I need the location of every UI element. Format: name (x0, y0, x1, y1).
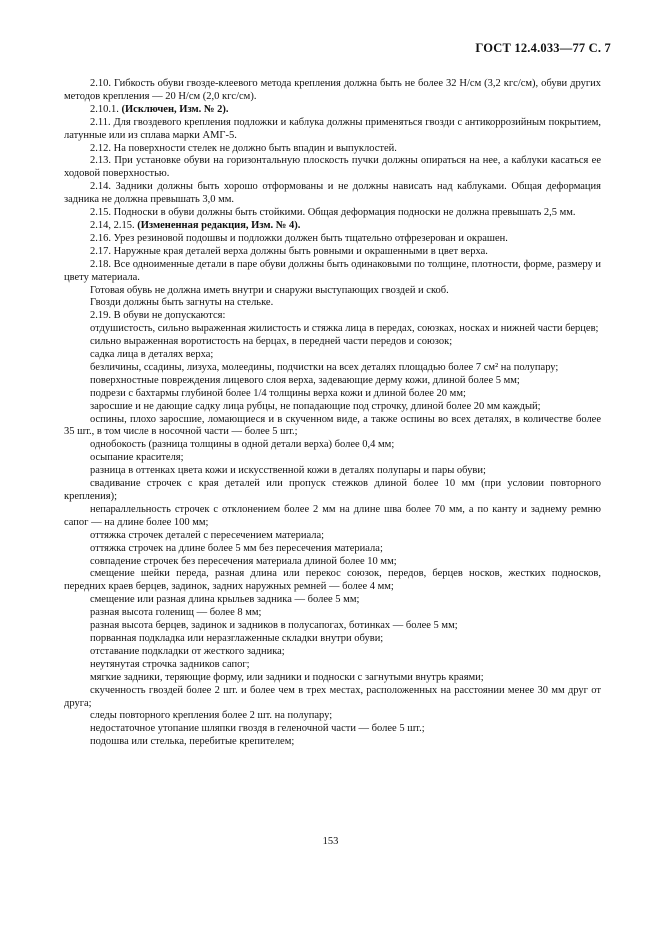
paragraph-text: поверхностные повреждения лицевого слоя верха, задевающие дерму кожи, длиной более 5 мм; (90, 374, 520, 386)
paragraph-text: 2.16. Урез резиновой подошвы и подложки должен быть тщательно отфрезерован и окрашен. (90, 232, 508, 244)
paragraph (64, 736, 601, 749)
paragraph-text: совпадение строчек без пересечения материала длиной более 10 мм; (90, 555, 397, 567)
page-header: ГОСТ 12.4.033—77 С. 7 (475, 41, 611, 55)
paragraph-text: 2.15. Подноски в обуви должны быть стойкими. Общая деформация подноски не должна превышать 2,5 мм. (90, 207, 576, 219)
paragraph-bold-text: (Измененная редакция, Изм. № 4). (137, 219, 301, 231)
paragraph (64, 620, 601, 633)
paragraph-text: смещение или разная длина крыльев задника — более 5 мм; (90, 594, 360, 606)
paragraph-text: отдушистость, сильно выраженная жилистость и стяжка лица в передах, союзках, носках и нижней части берцев; (90, 323, 599, 335)
paragraph-text: следы повторного крепления более 2 шт. на полупару; (90, 710, 333, 722)
paragraph (64, 633, 601, 646)
paragraph (64, 478, 601, 504)
paragraph-text: порванная подкладка или неразглаженные складки внутри обуви; (90, 632, 384, 644)
paragraph (64, 155, 601, 181)
paragraph (64, 207, 601, 220)
paragraph (64, 659, 601, 672)
paragraph (64, 452, 601, 465)
paragraph-text: непараллельность строчек с отклонением более 2 мм на длине шва более 70 мм, а по канту и заднему ремню сапог — на длине более 100 мм; (64, 503, 601, 528)
paragraph (64, 685, 601, 711)
paragraph (64, 246, 601, 259)
paragraph-text: разная высота голенищ — более 8 мм; (90, 607, 262, 619)
paragraph-text: заросшие и не дающие садку лица рубцы, не попадающие под строчку, длиной более 20 мм каждый; (90, 400, 541, 412)
paragraph (64, 349, 601, 362)
paragraph-text: 2.13. При установке обуви на горизонтальную плоскость пучки должны опираться на нее, а каблуки касаться ее ходовой поверхностью. (64, 155, 601, 180)
paragraph (64, 336, 601, 349)
paragraph (64, 556, 601, 569)
paragraph (64, 310, 601, 323)
paragraph-text: скученность гвоздей более 2 шт. и более чем в трех местах, расположенных на расстоянии менее 30 мм друг от друга; (64, 684, 601, 709)
paragraph-text: недостаточное утопание шляпки гвоздя в геленочной части — более 5 шт.; (90, 723, 425, 735)
paragraph-text: оттяжка строчек деталей с пересечением материала; (90, 529, 325, 541)
page-number: 153 (322, 836, 339, 847)
paragraph (64, 362, 601, 375)
paragraph (64, 568, 601, 594)
paragraph (64, 504, 601, 530)
paragraph (64, 672, 601, 685)
paragraph (64, 710, 601, 723)
paragraph-text: сильно выраженная воротистость на берцах, в передней части передов и союзок; (90, 336, 453, 348)
paragraph (64, 530, 601, 543)
paragraph-text: однобокость (разница толщины в одной детали верха) более 0,4 мм; (90, 439, 395, 451)
paragraph (64, 323, 601, 336)
paragraph-text: подошва или стелька, перебитые крепителем; (90, 736, 295, 748)
paragraph-text: 2.18. Все одноименные детали в паре обуви должны быть одинаковыми по толщине, плотности, форме, размеру и цвету материала. (64, 258, 601, 283)
paragraph (64, 594, 601, 607)
paragraph-text: разница в оттенках цвета кожи и искусственной кожи в деталях полупары и пары обуви; (90, 465, 486, 477)
paragraph-text: 2.19. В обуви не допускаются: (90, 310, 226, 322)
paragraph-text: 2.12. На поверхности стелек не должно быть впадин и выпуклостей. (90, 142, 397, 154)
paragraph (64, 233, 601, 246)
paragraph-text: Гвозди должны быть загнуты на стельке. (90, 297, 274, 309)
paragraph-text: Готовая обувь не должна иметь внутри и снаружи выступающих гвоздей и скоб. (90, 284, 449, 296)
paragraph-text: отставание подкладки от жесткого задника; (90, 645, 285, 657)
paragraph-text: 2.10. Гибкость обуви гвоздe-клеевого метода крепления должна быть не более 32 Н/см (3,2 кгс/см), обуви других методов крепления — 20 Н/см (2,0 кгс/см). (64, 78, 601, 102)
paragraph-text: 2.10.1. (90, 103, 122, 115)
paragraph (64, 104, 601, 117)
paragraph-text: неутянутая строчка задников сапог; (90, 658, 250, 670)
paragraph-text: оспины, плохо заросшие, ломающиеся и в скученном виде, а также оспины во всех деталях, в количестве более 35 шт., в том числе в носочной части — более 5 шт.; (64, 413, 601, 438)
paragraph (64, 543, 601, 556)
paragraph (64, 181, 601, 207)
paragraph (64, 220, 601, 233)
paragraph-text: мягкие задники, теряющие форму, или задники и подноски с загнутыми внутрь краями; (90, 671, 484, 683)
paragraph (64, 439, 601, 452)
paragraph (64, 401, 601, 414)
paragraph (64, 117, 601, 143)
paragraph-text: 2.17. Наружные края деталей верха должны быть ровными и окрашенными в цвет верха. (90, 245, 488, 257)
paragraph (64, 259, 601, 285)
paragraph-text: разная высота берцев, задинок и задников в полусапогах, ботинках — более 5 мм; (90, 620, 458, 632)
paragraph (64, 143, 601, 156)
paragraph (64, 723, 601, 736)
paragraph-text: осыпание красителя; (90, 452, 184, 464)
paragraph-text: свадивание строчек с края деталей или пропуск стежков длиной более 10 мм (при условии повторного крепления); (64, 478, 601, 502)
paragraph-text: оттяжка строчек на длине более 5 мм без пересечения материала; (90, 542, 383, 554)
paragraph (64, 285, 601, 298)
paragraph (64, 414, 601, 440)
paragraph (64, 607, 601, 620)
paragraph (64, 375, 601, 388)
paragraph-text: безличины, ссадины, лизуха, молеедины, подчистки на всех деталях площадью более 7 см² на полупару; (90, 361, 559, 373)
paragraph (64, 297, 601, 310)
paragraph-text: подрези с бахтармы глубиной более 1/4 толщины верха кожи и длиной более 20 мм; (90, 387, 466, 399)
document-body (64, 78, 601, 749)
paragraph-bold-text: (Исключен, Изм. № 2). (121, 103, 229, 115)
paragraph-text: смещение шейки переда, разная длина или перекос союзок, передов, берцев носков, жестких подносков, передних краев берцев, задинок, задних наружных ремней — более 4 мм; (64, 568, 601, 593)
paragraph-text: 2.14. Задники должны быть хорошо отформованы и не должны нависать над каблуками. Общая деформация задника не должна превышать 3,0 мм. (64, 181, 601, 206)
paragraph-text: садка лица в деталях верха; (90, 349, 214, 361)
paragraph (64, 465, 601, 478)
paragraph (64, 646, 601, 659)
paragraph-text: 2.11. Для гвоздевого крепления подложки и каблука должны применяться гвозди с антикоррозийным покрытием, латунные или из сплава марки АМГ-5. (64, 116, 601, 141)
paragraph (64, 78, 601, 104)
paragraph (64, 388, 601, 401)
paragraph-text: 2.14, 2.15. (90, 219, 138, 231)
